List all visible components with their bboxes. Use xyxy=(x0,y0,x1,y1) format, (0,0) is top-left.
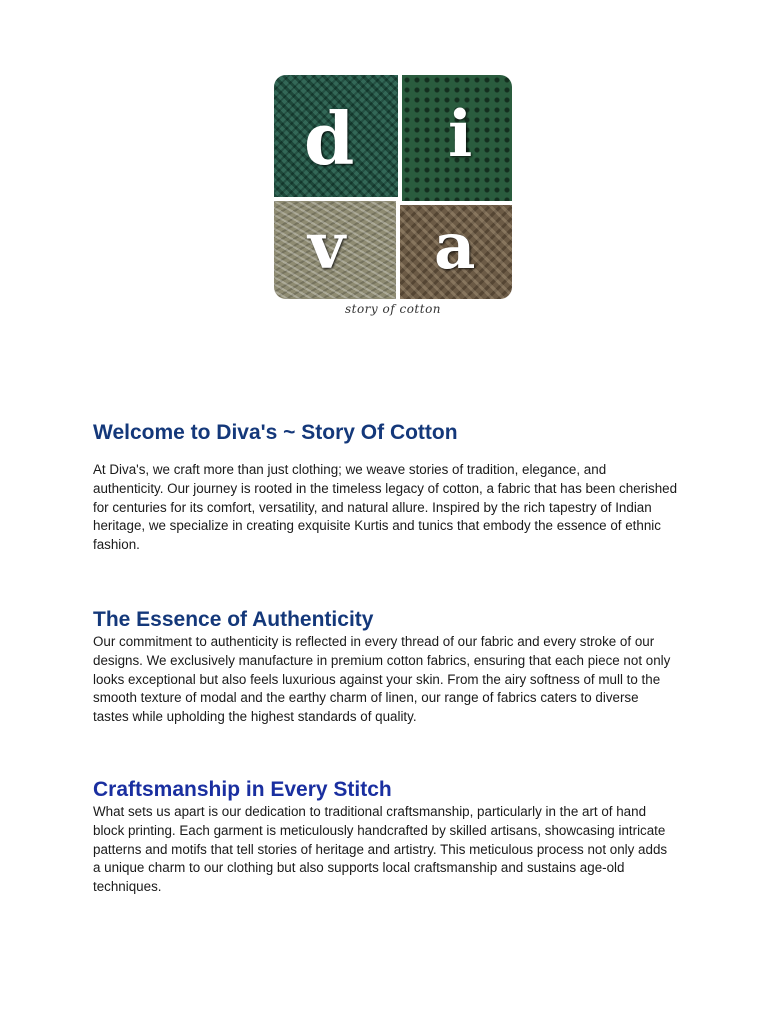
logo-letter-v: v xyxy=(308,209,346,284)
logo-letter-i: i xyxy=(448,97,473,172)
authenticity-heading: The Essence of Authenticity xyxy=(93,608,374,631)
logo-letter-d: d xyxy=(304,96,355,181)
welcome-heading: Welcome to Diva's ~ Story Of Cotton xyxy=(93,421,458,444)
authenticity-paragraph: Our commitment to authenticity is reflected in every thread of our fabric and every stroke of our designs. We exclusively manufacture in premium cotton fabrics, ensuring that each piece not only looks exceptional but also feels luxurious against your skin. From the airy softness of mull to the smooth texture of modal and the earthy charm of linen, our range of fabrics caters to diverse tastes while upholding the highest standards of quality. xyxy=(93,634,671,725)
section-authenticity xyxy=(93,607,678,727)
craftsmanship-paragraph: What sets us apart is our dedication to traditional craftsmanship, particularly in the art of hand block printing. Each garment is meticulously handcrafted by skilled artisans, showcasing intricate patterns and motifs that tell stories of heritage and artistry. This meticulous process not only adds a unique charm to our clothing but also supports local craftsmanship and sustains age-old techniques. xyxy=(93,804,668,895)
craftsmanship-heading: Craftsmanship in Every Stitch xyxy=(93,778,392,801)
section-welcome xyxy=(93,420,678,555)
logo-tagline: story of cotton xyxy=(344,302,442,316)
section-craftsmanship xyxy=(93,777,678,897)
logo-letter-a: a xyxy=(434,209,476,284)
logo-tiles xyxy=(274,75,512,299)
welcome-paragraph: At Diva's, we craft more than just clothing; we weave stories of tradition, elegance, and authenticity. Our journey is rooted in the timeless legacy of cotton, a fabric that has been cherished for centuries for its comfort, versatility, and natural allure. Inspired by the rich tapestry of Indian heritage, we specialize in creating exquisite Kurtis and tunics that embody the essence of ethnic fashion. xyxy=(93,462,678,553)
diva-logo xyxy=(240,70,546,322)
